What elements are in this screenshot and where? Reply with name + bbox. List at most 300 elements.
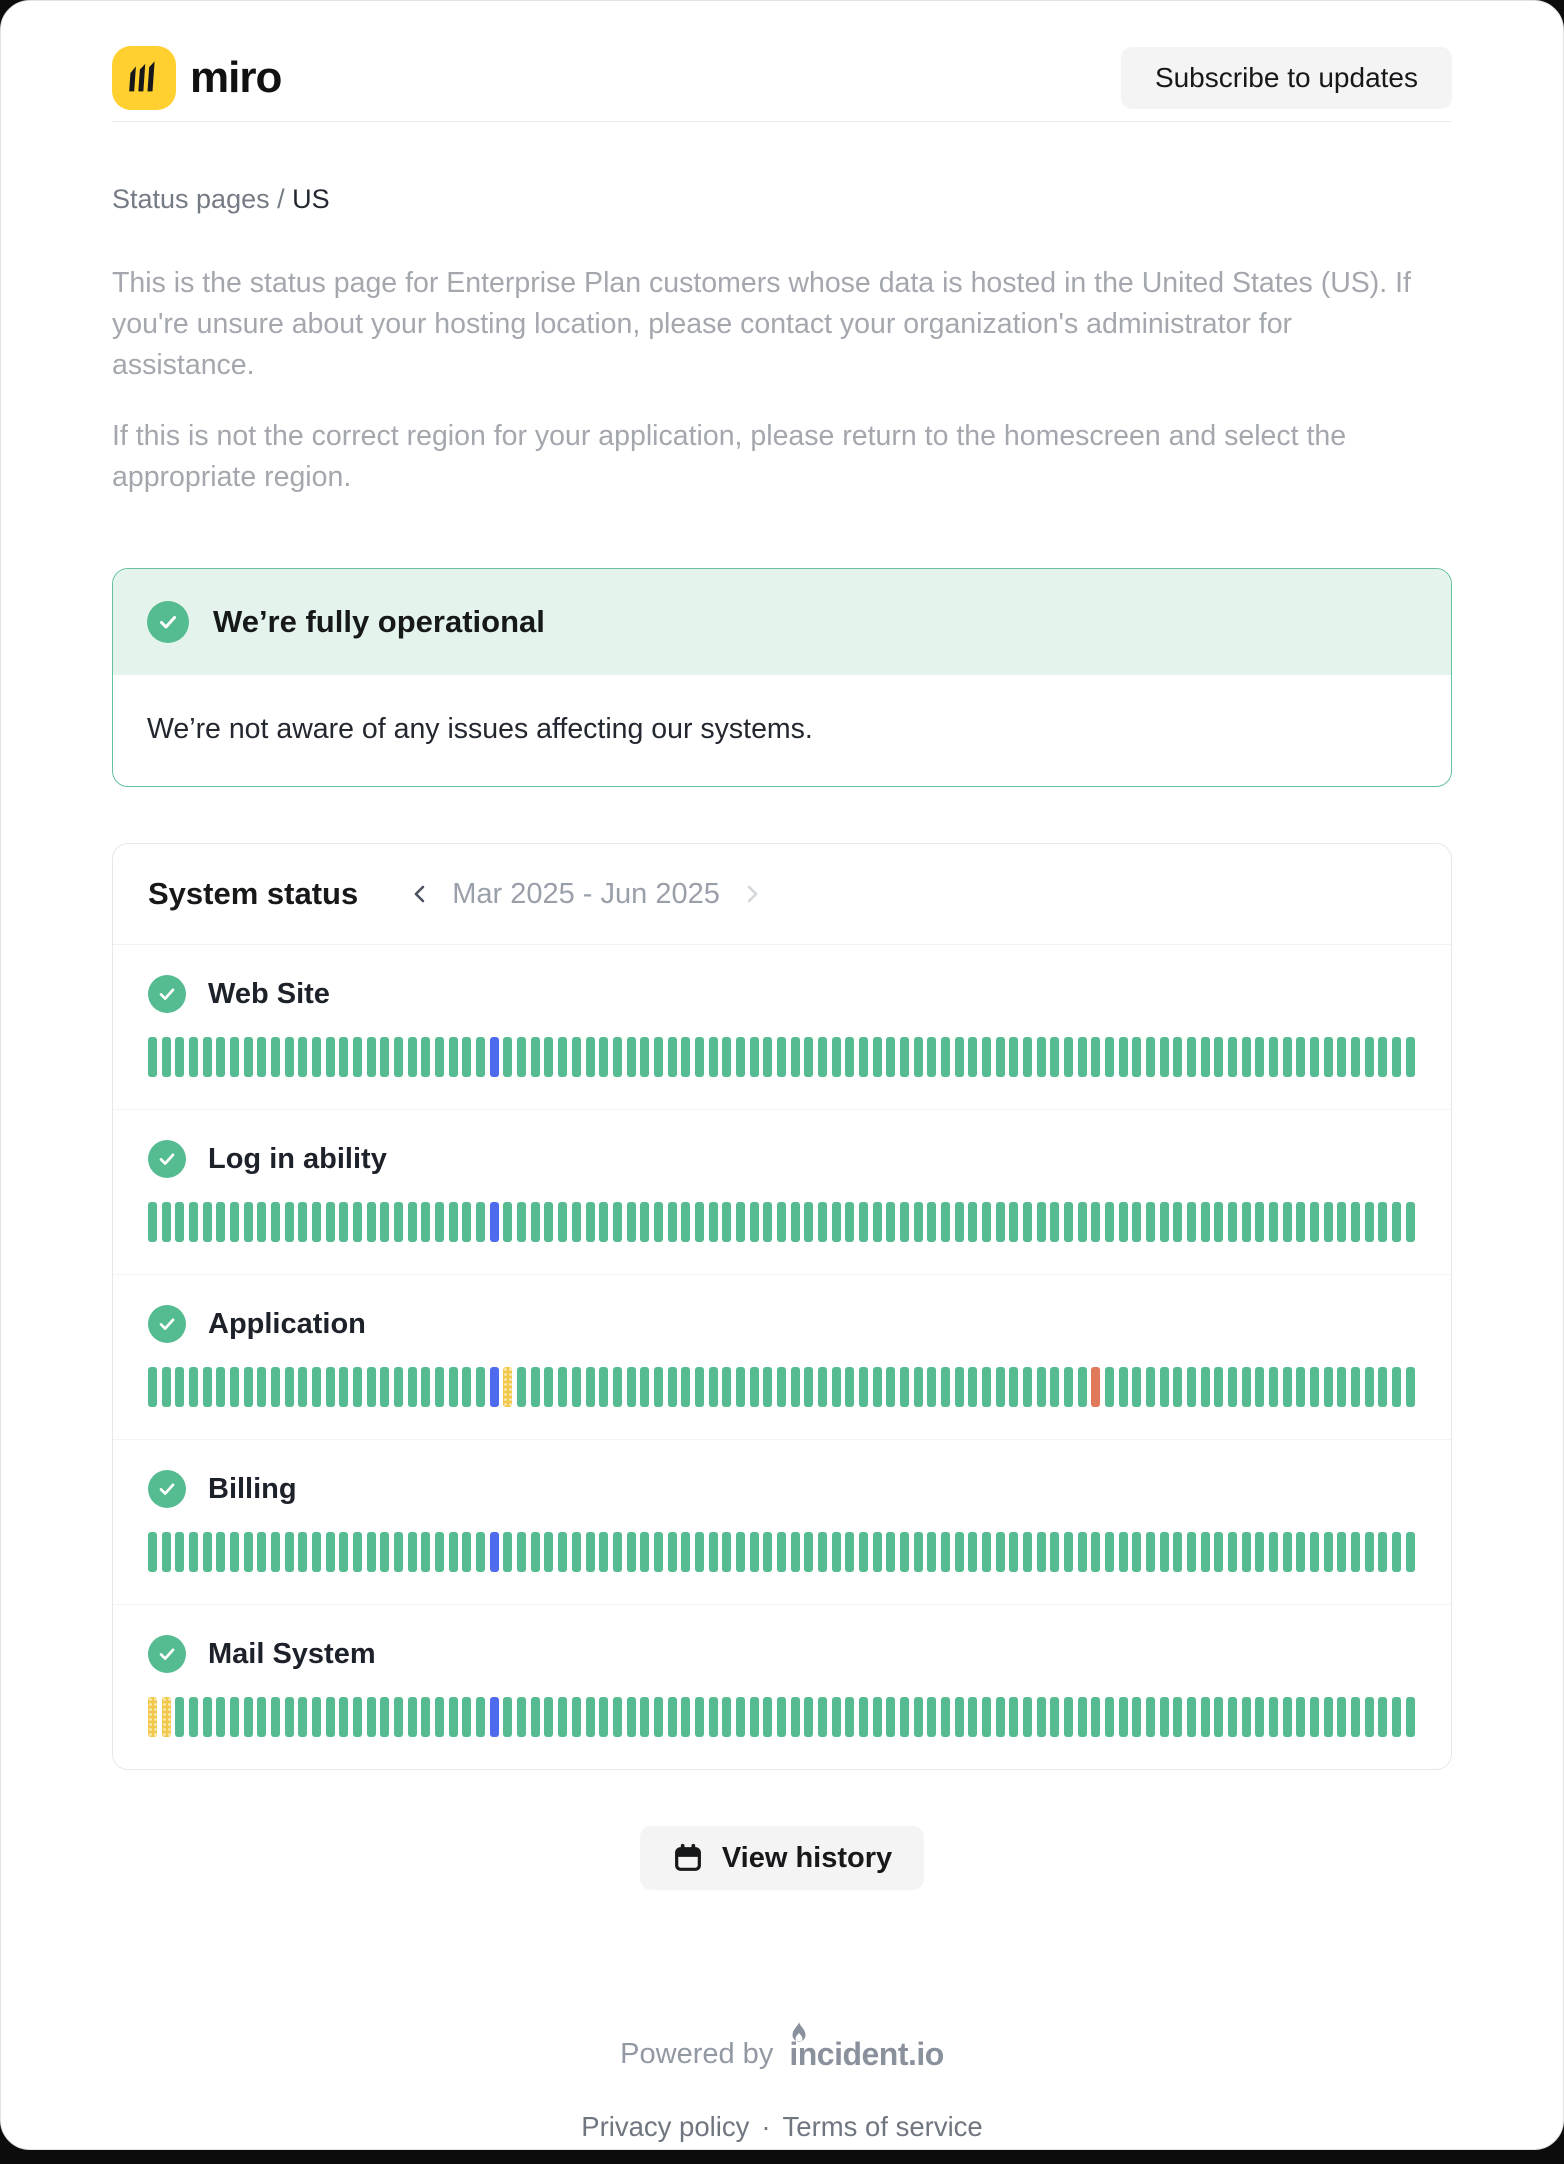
status-bar[interactable]	[914, 1037, 923, 1077]
status-bar[interactable]	[722, 1037, 731, 1077]
status-bar[interactable]	[736, 1697, 745, 1737]
status-bar[interactable]	[380, 1202, 389, 1242]
status-bar[interactable]	[968, 1037, 977, 1077]
status-bar[interactable]	[449, 1367, 458, 1407]
status-bar[interactable]	[1078, 1202, 1087, 1242]
status-bar[interactable]	[572, 1202, 581, 1242]
status-bar[interactable]	[1337, 1037, 1346, 1077]
status-bar[interactable]	[873, 1202, 882, 1242]
status-bar[interactable]	[982, 1202, 991, 1242]
status-bar[interactable]	[832, 1532, 841, 1572]
status-bar[interactable]	[1201, 1037, 1210, 1077]
status-bar[interactable]	[1037, 1697, 1046, 1737]
status-bar[interactable]	[955, 1037, 964, 1077]
status-bar[interactable]	[244, 1037, 253, 1077]
status-bar[interactable]	[449, 1037, 458, 1077]
status-bar[interactable]	[941, 1037, 950, 1077]
status-bar[interactable]	[449, 1697, 458, 1737]
status-bar[interactable]	[900, 1037, 909, 1077]
status-bar[interactable]	[394, 1697, 403, 1737]
status-bar[interactable]	[1228, 1367, 1237, 1407]
status-bar[interactable]	[503, 1532, 512, 1572]
status-bar[interactable]	[941, 1697, 950, 1737]
status-bar[interactable]	[367, 1532, 376, 1572]
status-bar[interactable]	[1105, 1697, 1114, 1737]
status-bar[interactable]	[941, 1202, 950, 1242]
status-bar[interactable]	[1050, 1697, 1059, 1737]
status-bar[interactable]	[1269, 1367, 1278, 1407]
status-bar[interactable]	[476, 1532, 485, 1572]
status-bar[interactable]	[544, 1532, 553, 1572]
status-bar[interactable]	[599, 1697, 608, 1737]
status-bar[interactable]	[750, 1367, 759, 1407]
status-bar[interactable]	[1050, 1202, 1059, 1242]
status-bar[interactable]	[203, 1037, 212, 1077]
status-bar[interactable]	[271, 1037, 280, 1077]
status-bar[interactable]	[763, 1037, 772, 1077]
status-bar[interactable]	[1173, 1532, 1182, 1572]
status-bar[interactable]	[1091, 1532, 1100, 1572]
status-bar[interactable]	[244, 1202, 253, 1242]
status-bar[interactable]	[531, 1037, 540, 1077]
status-bar[interactable]	[490, 1037, 499, 1077]
status-bar[interactable]	[845, 1697, 854, 1737]
status-bar[interactable]	[271, 1697, 280, 1737]
status-bar[interactable]	[1214, 1202, 1223, 1242]
subscribe-updates-button[interactable]: Subscribe to updates	[1121, 47, 1452, 109]
status-bar[interactable]	[681, 1532, 690, 1572]
status-bar[interactable]	[1201, 1532, 1210, 1572]
status-bar[interactable]	[914, 1202, 923, 1242]
status-bar[interactable]	[326, 1367, 335, 1407]
status-bar[interactable]	[230, 1037, 239, 1077]
status-bar[interactable]	[517, 1697, 526, 1737]
status-bar[interactable]	[791, 1532, 800, 1572]
status-bar[interactable]	[1351, 1037, 1360, 1077]
status-bar[interactable]	[312, 1367, 321, 1407]
status-bar[interactable]	[175, 1037, 184, 1077]
status-bar[interactable]	[189, 1202, 198, 1242]
status-bar[interactable]	[586, 1037, 595, 1077]
status-bar[interactable]	[367, 1202, 376, 1242]
status-bar[interactable]	[1269, 1697, 1278, 1737]
status-bar[interactable]	[982, 1532, 991, 1572]
status-bar[interactable]	[339, 1367, 348, 1407]
status-bar[interactable]	[312, 1532, 321, 1572]
status-bar[interactable]	[681, 1202, 690, 1242]
status-bar[interactable]	[1009, 1532, 1018, 1572]
status-bar[interactable]	[394, 1037, 403, 1077]
status-bar[interactable]	[216, 1697, 225, 1737]
status-bar[interactable]	[763, 1367, 772, 1407]
status-bar[interactable]	[886, 1532, 895, 1572]
status-bar[interactable]	[722, 1697, 731, 1737]
status-bar[interactable]	[613, 1037, 622, 1077]
status-bar[interactable]	[1023, 1697, 1032, 1737]
status-bar[interactable]	[421, 1697, 430, 1737]
status-bar[interactable]	[490, 1532, 499, 1572]
status-bar[interactable]	[271, 1202, 280, 1242]
status-bar[interactable]	[1105, 1532, 1114, 1572]
status-bar[interactable]	[791, 1697, 800, 1737]
status-bar[interactable]	[763, 1202, 772, 1242]
status-bar[interactable]	[627, 1532, 636, 1572]
status-bar[interactable]	[1201, 1697, 1210, 1737]
status-bar[interactable]	[394, 1367, 403, 1407]
status-bar[interactable]	[326, 1037, 335, 1077]
status-bar[interactable]	[271, 1367, 280, 1407]
status-bar[interactable]	[572, 1037, 581, 1077]
status-bar[interactable]	[421, 1037, 430, 1077]
status-bar[interactable]	[435, 1697, 444, 1737]
status-bar[interactable]	[955, 1202, 964, 1242]
status-bar[interactable]	[216, 1532, 225, 1572]
status-bar[interactable]	[599, 1202, 608, 1242]
status-bar[interactable]	[1119, 1202, 1128, 1242]
status-bar[interactable]	[1201, 1367, 1210, 1407]
status-bar[interactable]	[1105, 1367, 1114, 1407]
status-bar[interactable]	[1378, 1202, 1387, 1242]
status-bar[interactable]	[968, 1697, 977, 1737]
status-bar[interactable]	[1187, 1202, 1196, 1242]
status-bar[interactable]	[1378, 1037, 1387, 1077]
status-bar[interactable]	[1132, 1037, 1141, 1077]
status-bar[interactable]	[1337, 1202, 1346, 1242]
status-bar[interactable]	[1105, 1202, 1114, 1242]
status-bar[interactable]	[148, 1202, 157, 1242]
status-bar[interactable]	[736, 1367, 745, 1407]
status-bar[interactable]	[162, 1367, 171, 1407]
status-bar[interactable]	[1337, 1367, 1346, 1407]
status-bar[interactable]	[845, 1532, 854, 1572]
status-bar[interactable]	[503, 1037, 512, 1077]
status-bar[interactable]	[1392, 1202, 1401, 1242]
status-bar[interactable]	[1187, 1367, 1196, 1407]
status-bar[interactable]	[1037, 1367, 1046, 1407]
status-bar[interactable]	[900, 1367, 909, 1407]
status-bar[interactable]	[312, 1202, 321, 1242]
status-bar[interactable]	[1009, 1367, 1018, 1407]
status-bar[interactable]	[1050, 1532, 1059, 1572]
status-bar[interactable]	[1337, 1697, 1346, 1737]
status-bar[interactable]	[203, 1202, 212, 1242]
status-bar[interactable]	[1050, 1037, 1059, 1077]
status-bar[interactable]	[462, 1367, 471, 1407]
status-bar[interactable]	[162, 1037, 171, 1077]
status-bar[interactable]	[285, 1532, 294, 1572]
status-bar[interactable]	[1078, 1037, 1087, 1077]
status-bar[interactable]	[791, 1037, 800, 1077]
status-bar[interactable]	[531, 1202, 540, 1242]
status-bar[interactable]	[695, 1532, 704, 1572]
status-bar[interactable]	[572, 1697, 581, 1737]
status-bar[interactable]	[1091, 1367, 1100, 1407]
status-bar[interactable]	[1132, 1532, 1141, 1572]
status-bar[interactable]	[203, 1697, 212, 1737]
status-bar[interactable]	[298, 1367, 307, 1407]
status-bar[interactable]	[914, 1367, 923, 1407]
status-bar[interactable]	[1173, 1202, 1182, 1242]
status-bar[interactable]	[1160, 1202, 1169, 1242]
status-bar[interactable]	[312, 1037, 321, 1077]
status-bar[interactable]	[558, 1037, 567, 1077]
status-bar[interactable]	[996, 1037, 1005, 1077]
status-bar[interactable]	[1023, 1037, 1032, 1077]
status-bar[interactable]	[435, 1532, 444, 1572]
status-bar[interactable]	[1187, 1697, 1196, 1737]
status-bar[interactable]	[1214, 1697, 1223, 1737]
status-bar[interactable]	[544, 1037, 553, 1077]
status-bar[interactable]	[1242, 1532, 1251, 1572]
status-bar[interactable]	[1296, 1037, 1305, 1077]
status-bar[interactable]	[832, 1367, 841, 1407]
status-bar[interactable]	[244, 1697, 253, 1737]
status-bar[interactable]	[1242, 1037, 1251, 1077]
status-bar[interactable]	[832, 1697, 841, 1737]
status-bar[interactable]	[1023, 1367, 1032, 1407]
status-bar[interactable]	[462, 1202, 471, 1242]
status-bar[interactable]	[1037, 1037, 1046, 1077]
status-bar[interactable]	[859, 1697, 868, 1737]
status-bar[interactable]	[968, 1367, 977, 1407]
status-bar[interactable]	[695, 1202, 704, 1242]
status-bar[interactable]	[1146, 1532, 1155, 1572]
status-bar[interactable]	[1064, 1202, 1073, 1242]
status-bar[interactable]	[955, 1367, 964, 1407]
status-bar[interactable]	[1173, 1697, 1182, 1737]
status-bar[interactable]	[558, 1532, 567, 1572]
status-bar[interactable]	[162, 1202, 171, 1242]
status-bar[interactable]	[230, 1532, 239, 1572]
status-bar[interactable]	[408, 1367, 417, 1407]
status-bar[interactable]	[476, 1367, 485, 1407]
status-bar[interactable]	[339, 1697, 348, 1737]
status-bar[interactable]	[777, 1202, 786, 1242]
status-bar[interactable]	[1406, 1202, 1415, 1242]
status-bar[interactable]	[818, 1202, 827, 1242]
status-bar[interactable]	[832, 1037, 841, 1077]
status-bar[interactable]	[490, 1367, 499, 1407]
status-bar[interactable]	[681, 1037, 690, 1077]
status-bar[interactable]	[1392, 1367, 1401, 1407]
status-bar[interactable]	[1255, 1367, 1264, 1407]
status-bar[interactable]	[257, 1037, 266, 1077]
status-bar[interactable]	[531, 1367, 540, 1407]
status-bar[interactable]	[1037, 1202, 1046, 1242]
status-bar[interactable]	[996, 1532, 1005, 1572]
status-bar[interactable]	[654, 1367, 663, 1407]
status-bar[interactable]	[353, 1697, 362, 1737]
status-bar[interactable]	[572, 1532, 581, 1572]
status-bar[interactable]	[599, 1037, 608, 1077]
status-bar[interactable]	[1173, 1037, 1182, 1077]
status-bar[interactable]	[955, 1532, 964, 1572]
status-bar[interactable]	[1146, 1202, 1155, 1242]
status-bar[interactable]	[627, 1037, 636, 1077]
status-bar[interactable]	[927, 1532, 936, 1572]
status-bar[interactable]	[1091, 1202, 1100, 1242]
status-bar[interactable]	[1242, 1367, 1251, 1407]
status-bar[interactable]	[927, 1367, 936, 1407]
status-bar[interactable]	[544, 1367, 553, 1407]
status-bar[interactable]	[914, 1532, 923, 1572]
status-bar[interactable]	[1378, 1532, 1387, 1572]
status-bar[interactable]	[1009, 1697, 1018, 1737]
status-bar[interactable]	[1214, 1367, 1223, 1407]
status-bar[interactable]	[654, 1037, 663, 1077]
status-bar[interactable]	[216, 1037, 225, 1077]
status-bar[interactable]	[544, 1697, 553, 1737]
status-bar[interactable]	[490, 1697, 499, 1737]
status-bar[interactable]	[1078, 1367, 1087, 1407]
status-bar[interactable]	[1365, 1367, 1374, 1407]
status-bar[interactable]	[1324, 1367, 1333, 1407]
status-bar[interactable]	[1037, 1532, 1046, 1572]
status-bar[interactable]	[1064, 1532, 1073, 1572]
status-bar[interactable]	[1078, 1532, 1087, 1572]
status-bar[interactable]	[763, 1697, 772, 1737]
status-bar[interactable]	[1406, 1367, 1415, 1407]
status-bar[interactable]	[380, 1037, 389, 1077]
status-bar[interactable]	[845, 1202, 854, 1242]
status-bar[interactable]	[859, 1532, 868, 1572]
status-bar[interactable]	[818, 1367, 827, 1407]
status-bar[interactable]	[955, 1697, 964, 1737]
status-bar[interactable]	[709, 1532, 718, 1572]
status-bar[interactable]	[148, 1037, 157, 1077]
status-bar[interactable]	[1132, 1367, 1141, 1407]
status-bar[interactable]	[586, 1202, 595, 1242]
status-bar[interactable]	[709, 1697, 718, 1737]
status-bar[interactable]	[257, 1697, 266, 1737]
status-bar[interactable]	[189, 1367, 198, 1407]
status-bar[interactable]	[859, 1367, 868, 1407]
status-bar[interactable]	[1119, 1697, 1128, 1737]
status-bar[interactable]	[162, 1532, 171, 1572]
status-bar[interactable]	[736, 1202, 745, 1242]
status-bar[interactable]	[627, 1202, 636, 1242]
status-bar[interactable]	[189, 1532, 198, 1572]
status-bar[interactable]	[189, 1697, 198, 1737]
status-bar[interactable]	[462, 1037, 471, 1077]
status-bar[interactable]	[517, 1202, 526, 1242]
status-bar[interactable]	[832, 1202, 841, 1242]
breadcrumb-section[interactable]: Status pages	[112, 184, 270, 214]
privacy-policy-link[interactable]: Privacy policy	[581, 2111, 750, 2142]
status-bar[interactable]	[408, 1202, 417, 1242]
status-bar[interactable]	[804, 1532, 813, 1572]
status-bar[interactable]	[435, 1037, 444, 1077]
status-bar[interactable]	[586, 1697, 595, 1737]
status-bar[interactable]	[1296, 1367, 1305, 1407]
status-bar[interactable]	[736, 1532, 745, 1572]
status-bar[interactable]	[1173, 1367, 1182, 1407]
status-bar[interactable]	[544, 1202, 553, 1242]
status-bar[interactable]	[1064, 1697, 1073, 1737]
status-bar[interactable]	[695, 1697, 704, 1737]
status-bar[interactable]	[681, 1367, 690, 1407]
status-bar[interactable]	[1324, 1532, 1333, 1572]
status-bar[interactable]	[900, 1202, 909, 1242]
status-bar[interactable]	[1228, 1532, 1237, 1572]
status-bar[interactable]	[1009, 1202, 1018, 1242]
status-bar[interactable]	[1255, 1037, 1264, 1077]
status-bar[interactable]	[668, 1037, 677, 1077]
status-bar[interactable]	[298, 1037, 307, 1077]
status-bar[interactable]	[1119, 1532, 1128, 1572]
status-bar[interactable]	[1091, 1697, 1100, 1737]
status-bar[interactable]	[380, 1532, 389, 1572]
status-bar[interactable]	[1365, 1202, 1374, 1242]
status-bar[interactable]	[613, 1697, 622, 1737]
status-bar[interactable]	[668, 1532, 677, 1572]
status-bar[interactable]	[750, 1532, 759, 1572]
status-bar[interactable]	[654, 1202, 663, 1242]
status-bar[interactable]	[1310, 1367, 1319, 1407]
status-bar[interactable]	[804, 1037, 813, 1077]
status-bar[interactable]	[804, 1367, 813, 1407]
miro-logo[interactable]	[112, 46, 281, 110]
status-bar[interactable]	[1351, 1367, 1360, 1407]
status-bar[interactable]	[968, 1202, 977, 1242]
status-bar[interactable]	[1023, 1202, 1032, 1242]
status-bar[interactable]	[1146, 1697, 1155, 1737]
status-bar[interactable]	[640, 1367, 649, 1407]
status-bar[interactable]	[148, 1697, 157, 1737]
status-bar[interactable]	[845, 1367, 854, 1407]
status-bar[interactable]	[271, 1532, 280, 1572]
status-bar[interactable]	[900, 1532, 909, 1572]
status-bar[interactable]	[845, 1037, 854, 1077]
status-bar[interactable]	[503, 1697, 512, 1737]
status-bar[interactable]	[1078, 1697, 1087, 1737]
status-bar[interactable]	[668, 1202, 677, 1242]
status-bar[interactable]	[558, 1697, 567, 1737]
status-bar[interactable]	[640, 1697, 649, 1737]
status-bar[interactable]	[148, 1367, 157, 1407]
status-bar[interactable]	[1132, 1697, 1141, 1737]
status-bar[interactable]	[654, 1697, 663, 1737]
status-bar[interactable]	[1269, 1532, 1278, 1572]
status-bar[interactable]	[1201, 1202, 1210, 1242]
status-bar[interactable]	[312, 1697, 321, 1737]
status-bar[interactable]	[1406, 1037, 1415, 1077]
status-bar[interactable]	[1310, 1202, 1319, 1242]
status-bar[interactable]	[1146, 1037, 1155, 1077]
status-bar[interactable]	[736, 1037, 745, 1077]
status-bar[interactable]	[175, 1697, 184, 1737]
status-bar[interactable]	[1064, 1367, 1073, 1407]
status-bar[interactable]	[175, 1202, 184, 1242]
status-bar[interactable]	[1119, 1367, 1128, 1407]
status-bar[interactable]	[1365, 1037, 1374, 1077]
status-bar[interactable]	[886, 1037, 895, 1077]
status-bar[interactable]	[339, 1037, 348, 1077]
status-bar[interactable]	[1310, 1037, 1319, 1077]
status-bar[interactable]	[380, 1367, 389, 1407]
status-bar[interactable]	[640, 1037, 649, 1077]
status-bar[interactable]	[394, 1532, 403, 1572]
status-bar[interactable]	[750, 1037, 759, 1077]
status-bar[interactable]	[722, 1532, 731, 1572]
status-bar[interactable]	[298, 1532, 307, 1572]
status-bar[interactable]	[517, 1037, 526, 1077]
status-bar[interactable]	[216, 1367, 225, 1407]
status-bar[interactable]	[668, 1697, 677, 1737]
status-bar[interactable]	[777, 1367, 786, 1407]
status-bar[interactable]	[490, 1202, 499, 1242]
status-bar[interactable]	[1228, 1697, 1237, 1737]
